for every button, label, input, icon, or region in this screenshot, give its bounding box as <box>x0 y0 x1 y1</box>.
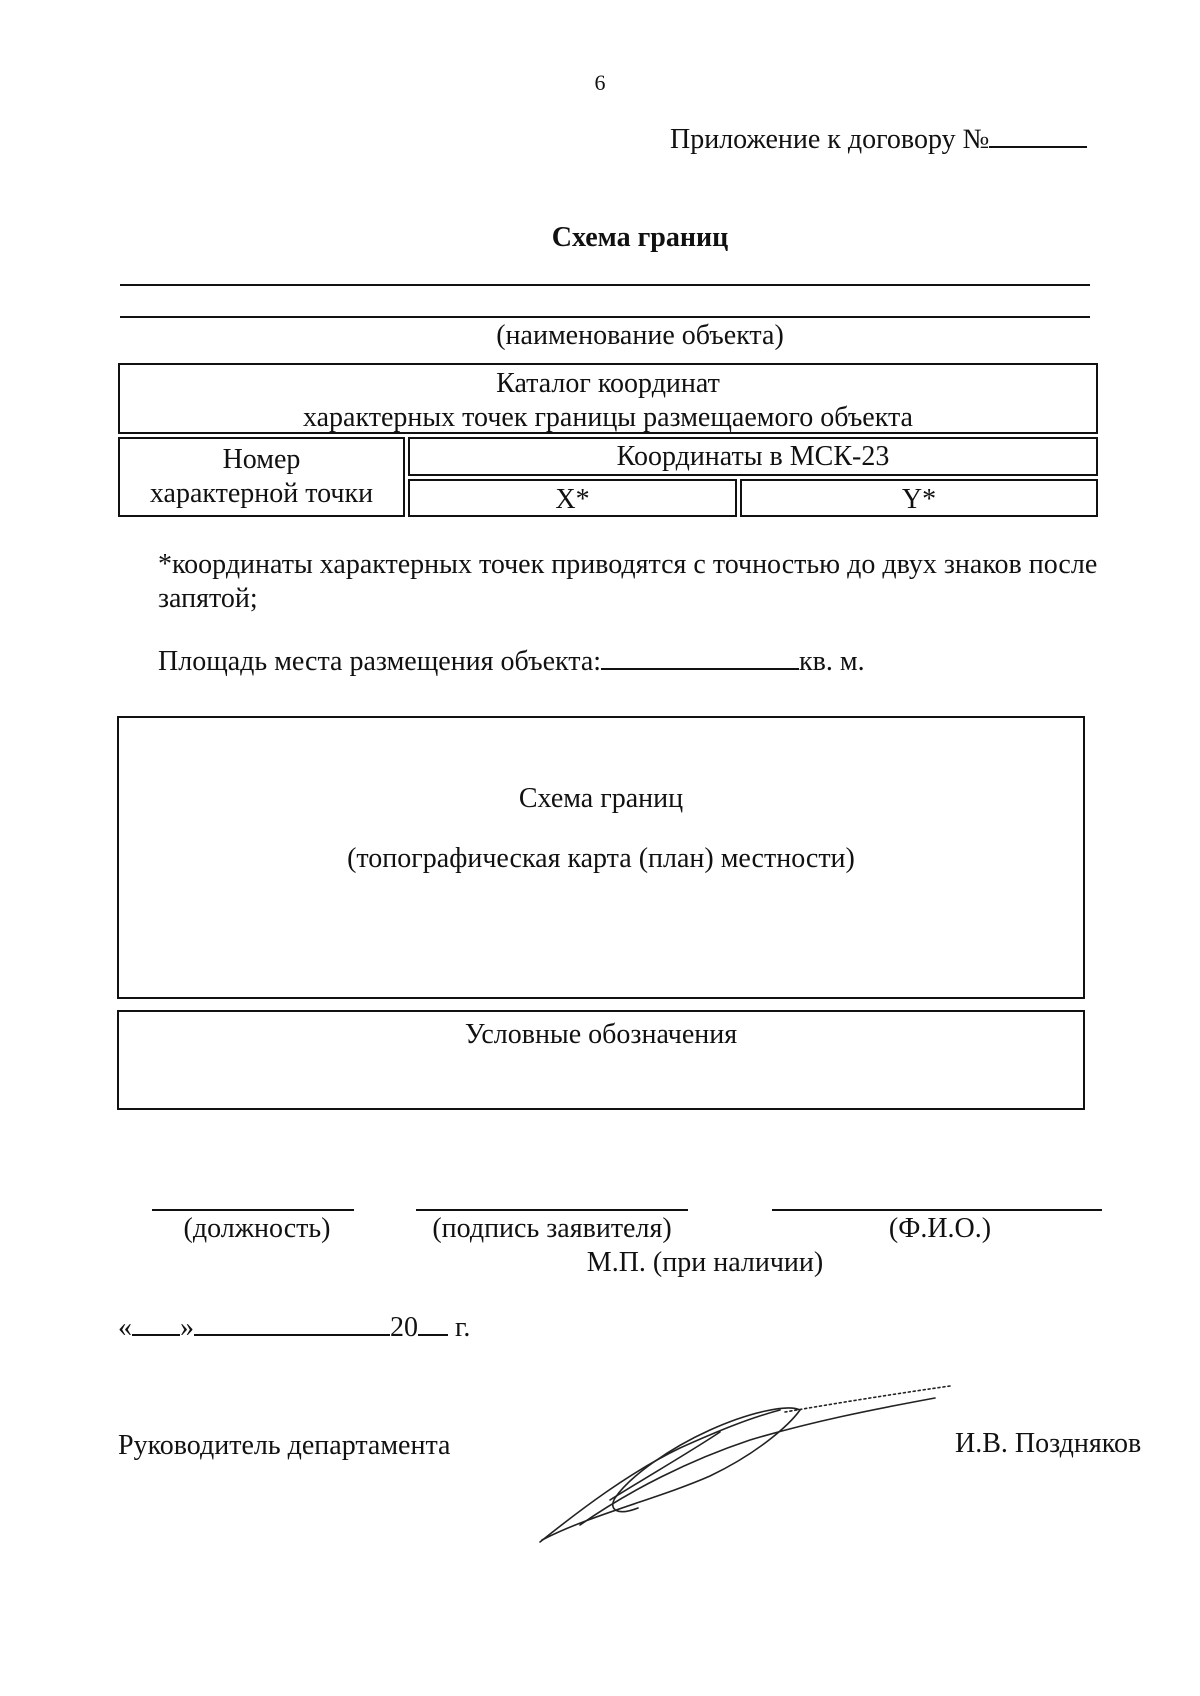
catalog-title-line-2: характерных точек границы размещаемого объекта <box>303 402 913 433</box>
signature-label: (подпись заявителя) <box>432 1213 672 1244</box>
y-column-label: Y* <box>901 484 937 515</box>
catalog-title-line-1: Каталог координат <box>496 368 720 399</box>
department-head-role: Руководитель департамента <box>118 1430 451 1461</box>
x-column-label: X* <box>555 484 590 515</box>
page-number: 6 <box>594 70 606 95</box>
x-column-header <box>408 479 737 517</box>
y-column-header <box>740 479 1098 517</box>
coordinates-label: Координаты в МСК-23 <box>616 441 890 472</box>
appendix-label: Приложение к договору № <box>670 124 990 155</box>
area-unit: кв. м. <box>799 646 865 677</box>
handwritten-signature <box>520 1380 970 1550</box>
catalog-header-box <box>118 363 1098 434</box>
point-number-label-1: Номер <box>222 444 301 475</box>
year-prefix: 20 <box>390 1312 418 1343</box>
document-title: Схема границ <box>551 222 729 253</box>
legend-title: Условные обозначения <box>464 1019 738 1050</box>
object-name-line-2 <box>120 316 1090 318</box>
precision-note: *координаты характерных точек приводятся с точностью до двух знаков после запятой; <box>158 549 1098 614</box>
name-label: (Ф.И.О.) <box>888 1213 992 1244</box>
coordinates-header <box>408 437 1098 476</box>
point-number-label-2: характерной точки <box>149 478 374 509</box>
year-blank <box>418 1310 448 1336</box>
position-line <box>152 1209 354 1211</box>
contract-number-blank <box>989 120 1087 148</box>
year-suffix: г. <box>455 1312 471 1343</box>
signature-line <box>416 1209 688 1211</box>
date-close-quote: » <box>180 1312 194 1343</box>
day-blank <box>132 1310 180 1336</box>
position-label: (должность) <box>183 1213 331 1244</box>
stamp-label: М.П. (при наличии) <box>586 1247 824 1278</box>
month-blank <box>194 1310 390 1336</box>
date-open-quote: « <box>118 1312 132 1343</box>
object-name-line-1 <box>120 284 1090 286</box>
point-number-header <box>118 437 405 517</box>
area-line <box>158 642 865 678</box>
object-name-caption: (наименование объекта) <box>496 320 784 351</box>
scheme-box <box>117 716 1085 999</box>
scheme-title: Схема границ <box>518 783 684 814</box>
area-blank <box>601 642 799 670</box>
department-head-name: И.В. Поздняков <box>955 1428 1142 1459</box>
area-label: Площадь места размещения объекта: <box>158 646 602 677</box>
date-line <box>118 1310 470 1344</box>
appendix-heading <box>670 120 1087 156</box>
name-line <box>772 1209 1102 1211</box>
legend-box <box>117 1010 1085 1110</box>
scheme-subtitle: (топографическая карта (план) местности) <box>347 843 855 874</box>
